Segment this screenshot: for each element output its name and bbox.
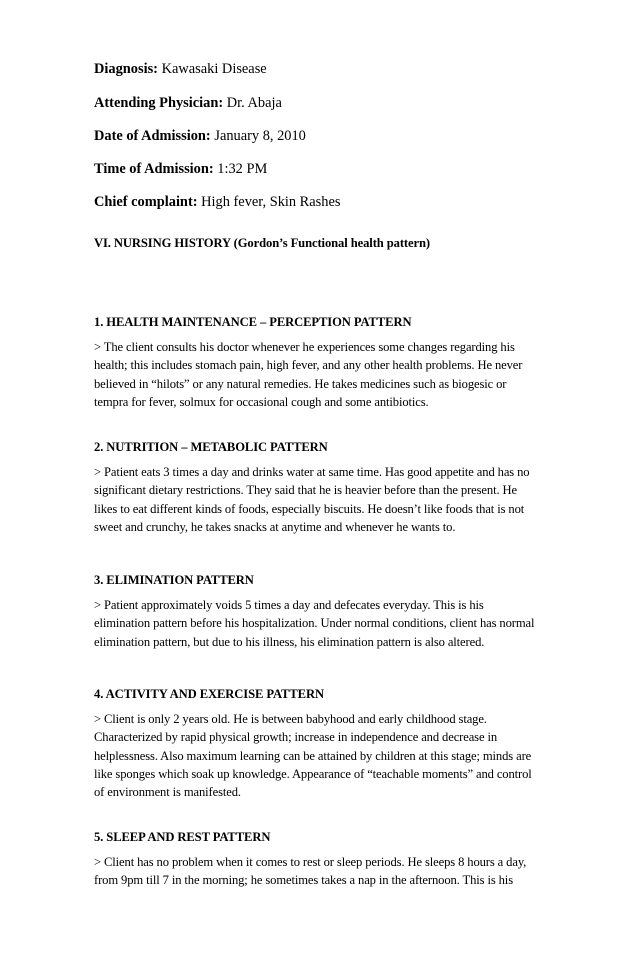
date-of-admission-field [94,127,554,145]
text-line: > The client consults his doctor whenever he experiences some changes regarding his [94,340,515,354]
text-line: > Client is only 2 years old. He is between babyhood and early childhood stage. [94,712,487,726]
pattern-text-activity-exercise [94,710,546,801]
text-line: from 9pm till 7 in the morning; he sometimes takes a nap in the afternoon. This is his [94,873,513,888]
field-value: Dr. Abaja [226,95,282,111]
diagnosis-field [94,60,554,78]
text-line: tempra for fever, solmux for occasional cough and some antibiotics. [94,394,429,409]
pattern-text-sleep-rest [94,853,546,890]
text-line: like sponges which soak up knowledge. Appearance of “teachable moments” and control [94,766,532,781]
text-line: of environment is manifested. [94,785,241,800]
field-label: Chief complaint: [94,194,198,210]
text-line: sweet and crunchy, he takes snacks at anytime and whenever he wants to. [94,519,456,534]
pattern-heading-sleep-rest: 5. SLEEP AND REST PATTERN [94,830,271,844]
text-line: likes to eat different kinds of foods, especially biscuits. He doesn’t like foods that is not [94,501,525,516]
chief-complaint-field [94,193,554,211]
field-value: 1:32 PM [217,161,268,177]
text-line: elimination pattern before his hospitalization. Under normal conditions, client has normal [94,616,535,631]
field-value: January 8, 2010 [214,128,306,144]
text-line: significant dietary restrictions. They said that he is heavier before than the present. He [94,483,517,498]
pattern-text-elimination [94,596,546,651]
pattern-heading-health-maintenance: 1. HEALTH MAINTENANCE – PERCEPTION PATTERN [94,315,412,329]
field-label: Date of Admission: [94,128,211,144]
text-line: believed in “hilots” or any natural remedies. He takes medicines such as biogesic or [94,376,507,391]
text-line: Characterized by rapid physical growth; increase in independence and decrease in [94,730,498,745]
field-label: Time of Admission: [94,161,214,177]
section-title: VI. NURSING HISTORY (Gordon’s Functional health pattern) [94,236,431,250]
text-line: > Patient approximately voids 5 times a day and defecates everyday. This is his [94,598,484,612]
text-line: > Patient eats 3 times a day and drinks water at same time. Has good appetite and has no [94,465,530,479]
text-line: health; this includes stomach pain, high fever, and any other health problems. He never [94,358,523,373]
text-line: helplessness. Also maximum learning can be attained by children at this stage; minds are [94,748,532,763]
time-of-admission-field [94,160,554,178]
field-value: High fever, Skin Rashes [201,194,341,210]
pattern-text-nutrition [94,463,546,536]
field-label: Attending Physician: [94,95,224,111]
text-line: > Client has no problem when it comes to rest or sleep periods. He sleeps 8 hours a day, [94,855,527,869]
text-line: elimination pattern, but due to his illness, his elimination pattern is also altered. [94,634,485,649]
pattern-heading-activity-exercise: 4. ACTIVITY AND EXERCISE PATTERN [94,687,324,701]
pattern-heading-nutrition: 2. NUTRITION – METABOLIC PATTERN [94,440,328,454]
attending-physician-field [94,94,554,112]
field-value: Kawasaki Disease [161,61,267,77]
pattern-text-health-maintenance [94,338,546,411]
field-label: Diagnosis: [94,61,158,77]
pattern-heading-elimination: 3. ELIMINATION PATTERN [94,573,254,587]
